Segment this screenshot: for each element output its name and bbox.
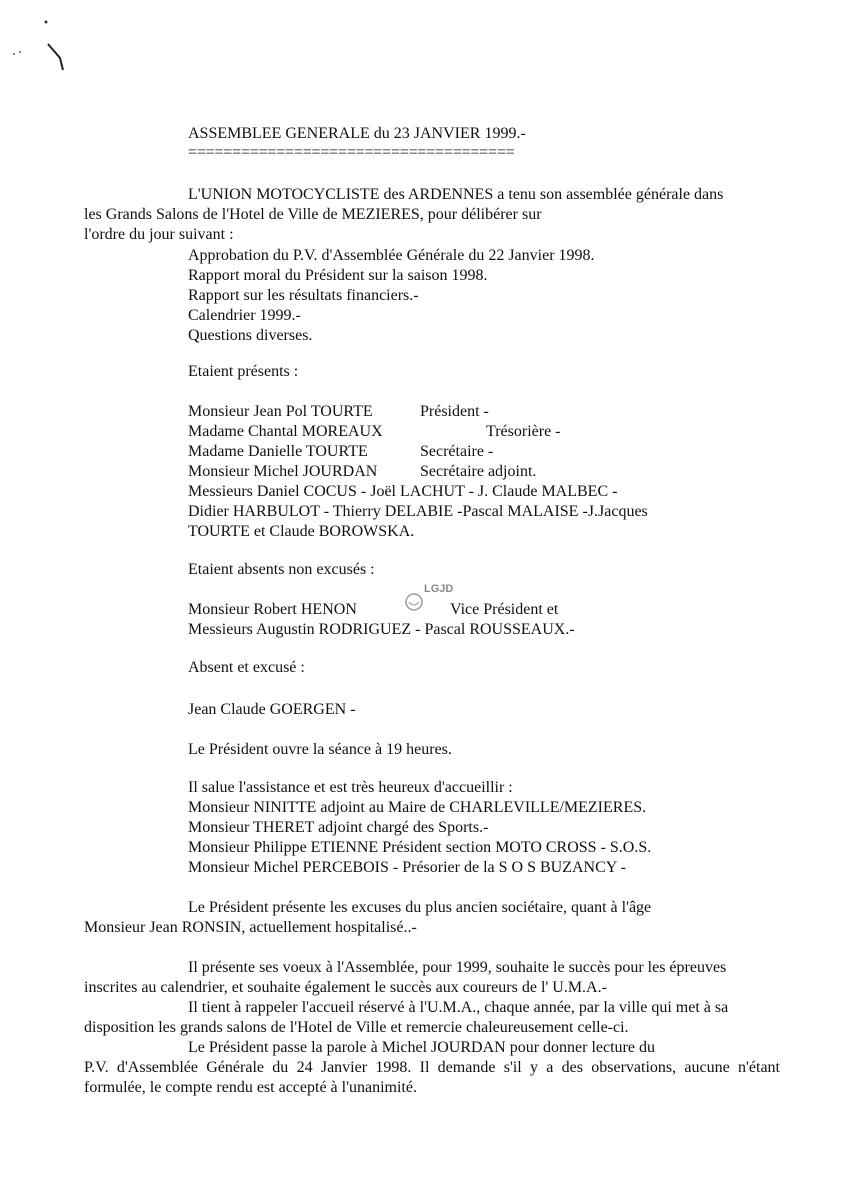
agenda-item: Rapport sur les résultats financiers.-	[188, 287, 419, 304]
title-underline: =====================================	[188, 144, 515, 161]
intro-line-2: les Grands Salons de l'Hotel de Ville de MEZIERES, pour délibérer sur	[84, 206, 542, 223]
officer-name: Madame Chantal MOREAUX	[188, 423, 383, 440]
excuses-line-2: Monsieur Jean RONSIN, actuellement hospitalisé..-	[84, 919, 417, 936]
present-others-line: Didier HARBULOT - Thierry DELABIE -Pascal MALAISE -J.Jacques	[188, 503, 648, 520]
agenda-item: Approbation du P.V. d'Assemblée Générale du 22 Janvier 1998.	[188, 247, 595, 264]
absent-unexcused-name: Monsieur Robert HENON	[188, 601, 357, 618]
guest-line: Monsieur NINITTE adjoint au Maire de CHARLEVILLE/MEZIERES.	[188, 799, 647, 816]
excuses-line-1: Le Président présente les excuses du plus ancien sociétaire, quant à l'âge	[188, 899, 652, 916]
wishes-line-2: inscrites au calendrier, et souhaite également le succès aux coureurs de l' U.M.A.-	[84, 979, 607, 996]
wishes-line-4: disposition les grands salons de l'Hotel de Ville et remercie chaleureusement celle-ci.	[84, 1019, 629, 1036]
intro-line-3: l'ordre du jour suivant :	[84, 226, 234, 243]
officer-name: Monsieur Michel JOURDAN	[188, 463, 378, 480]
absent-unexcused-role: Vice Président et	[450, 601, 559, 618]
greeting-intro: Il salue l'assistance et est très heureux d'accueillir :	[188, 779, 513, 796]
scan-speck-mark	[8, 18, 78, 78]
agenda-item: Questions diverses.	[188, 327, 313, 344]
guest-line: Monsieur Michel PERCEBOIS - Présorier de la S O S BUZANCY -	[188, 859, 627, 876]
wishes-line-7: formulée, le compte rendu est accepté à l'unanimité.	[84, 1079, 417, 1096]
document-title: ASSEMBLEE GENERALE du 23 JANVIER 1999.-	[188, 125, 526, 142]
absent-unexcused-heading: Etaient absents non excusés :	[188, 561, 375, 578]
agenda-item: Calendrier 1999.-	[188, 307, 301, 324]
present-heading: Etaient présents :	[188, 363, 299, 380]
agenda-item: Rapport moral du Président sur la saison 1998.	[188, 267, 488, 284]
present-others-line: Messieurs Daniel COCUS - Joël LACHUT - J. Claude MALBEC -	[188, 483, 618, 500]
guest-line: Monsieur THERET adjoint chargé des Sports.-	[188, 819, 489, 836]
wishes-line-6: P.V. d'Assemblée Générale du 24 Janvier 1998. Il demande s'il y a des observations, aucune n'étant	[84, 1059, 780, 1076]
present-others-line: TOURTE et Claude BOROWSKA.	[188, 523, 415, 540]
guest-line: Monsieur Philippe ETIENNE Président section MOTO CROSS - S.O.S.	[188, 839, 652, 856]
officer-role: Secrétaire adjoint.	[420, 463, 537, 480]
officer-role: Trésorière -	[486, 423, 561, 440]
absent-unexcused-line: Messieurs Augustin RODRIGUEZ - Pascal ROUSSEAUX.-	[188, 621, 575, 638]
officer-role: Secrétaire -	[420, 443, 494, 460]
officer-name: Madame Danielle TOURTE	[188, 443, 368, 460]
wishes-line-1: Il présente ses voeux à l'Assemblée, pour 1999, souhaite le succès pour les épreuves	[188, 959, 727, 976]
absent-excused-heading: Absent et excusé :	[188, 659, 305, 676]
absent-excused-name: Jean Claude GOERGEN -	[188, 701, 356, 718]
officer-name: Monsieur Jean Pol TOURTE	[188, 403, 373, 420]
wishes-line-5: Le Président passe la parole à Michel JOURDAN pour donner lecture du	[188, 1039, 655, 1056]
opening-statement: Le Président ouvre la séance à 19 heures.	[188, 741, 452, 758]
officer-role: Président -	[420, 403, 489, 420]
lgjd-stamp	[404, 578, 454, 622]
wishes-line-3: Il tient à rappeler l'accueil réservé à l'U.M.A., chaque année, par la ville qui met à sa	[188, 999, 729, 1016]
stamp-letters-lg: LGJD	[424, 583, 454, 595]
intro-line-1: L'UNION MOTOCYCLISTE des ARDENNES a tenu son assemblée générale dans	[188, 186, 724, 203]
